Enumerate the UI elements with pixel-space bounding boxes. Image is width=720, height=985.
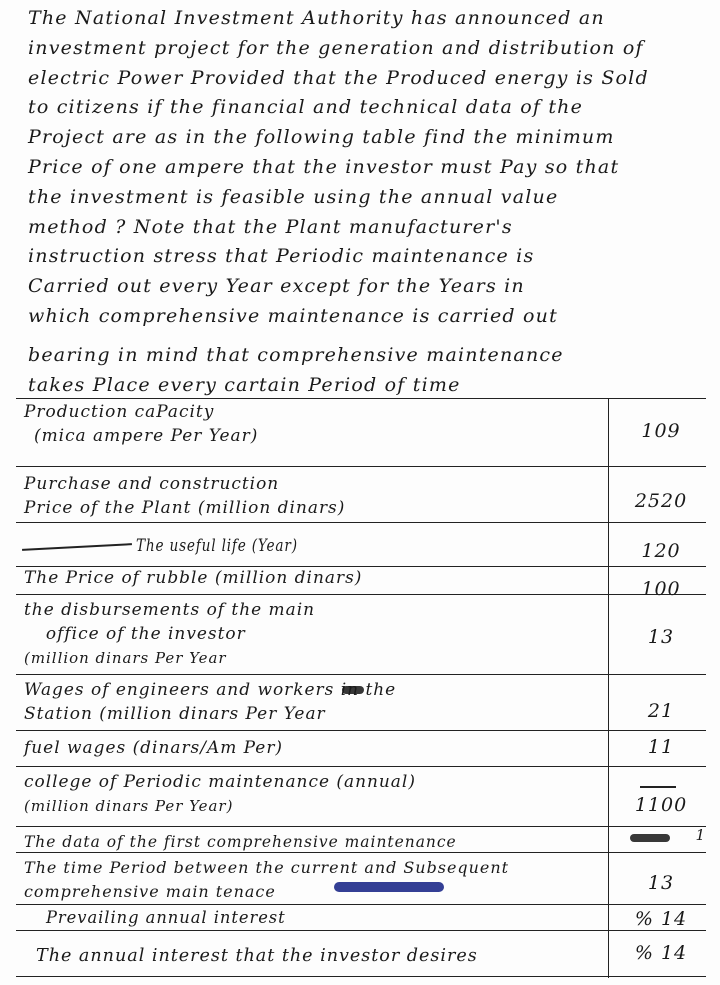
table-row [16,768,706,826]
row-value: 120 [641,540,681,562]
row-label-line: fuel wages (dinars/Am Per) [24,738,284,758]
table-row [16,676,706,730]
row-value: % 14 [634,942,688,964]
row-label [24,566,604,590]
row-value: 11 [647,736,675,758]
strikethrough-mark [22,543,132,551]
problem-line: investment project for the generation and distribution of [28,36,644,59]
row-rule [16,730,706,731]
row-label [24,856,604,904]
row-label-line: Station (million dinars Per Year [24,704,326,724]
row-label-line: comprehensive main tenace [24,882,276,901]
problem-line: bearing in mind that comprehensive maintenance [28,343,564,366]
row-label-line: (million dinars Per Year [24,649,227,667]
row-label-line: the disbursements of the main [24,600,316,620]
row-label [24,598,604,670]
row-label [24,678,604,726]
row-label-line: college of Periodic maintenance (annual) [24,772,416,792]
row-label-line: Prevailing annual interest [46,908,286,928]
row-label-line: Wages of engineers and workers in the [24,680,397,700]
problem-line: The National Investment Authority has announced an [28,7,605,29]
row-label-line: Purchase and construction [24,474,280,494]
table-row [16,854,706,904]
row-label-line: The data of the first comprehensive maintenance [24,833,457,851]
row-value: 100 [641,578,681,600]
row-value: % 14 [634,908,688,930]
row-rule [16,826,706,827]
table-row [16,532,706,566]
row-label-line: The Price of rubble (million dinars) [24,568,363,588]
row-label [24,770,604,818]
problem-statement [28,4,708,400]
row-label [24,472,604,520]
table-row [16,932,706,976]
row-label-line: The annual interest that the investor desires [36,945,478,966]
row-value: 13 [647,626,675,648]
row-value: 2520 [634,490,688,512]
problem-line: the investment is feasible using the annual value [28,185,559,208]
row-label-line: office of the investor [45,624,246,644]
row-label [24,400,604,448]
row-value: 109 [641,420,681,442]
row-rule [16,674,706,675]
problem-line: Price of one ampere that the investor must Pay so that [28,155,620,178]
row-label-line: (mica ampere Per Year) [33,426,259,446]
table-row [16,734,706,766]
row-value: 21 [647,700,675,722]
row-rule [16,466,706,467]
row-label-line: Price of the Plant (million dinars) [24,498,346,518]
problem-line: Carried out every Year except for the Years in [28,275,525,298]
table-row [16,828,706,852]
row-label [24,736,604,760]
data-table [16,398,706,978]
row-label-line: Production caPacity [24,402,215,422]
table-row [16,564,706,600]
row-label-line: (million dinars Per Year) [24,797,234,815]
problem-line: takes Place every cartain Period of time [28,373,461,396]
row-label [46,906,626,930]
row-value: 13 [647,872,675,894]
row-rule [16,766,706,767]
problem-line: which comprehensive maintenance is carried out [28,304,558,327]
row-value: 1 [695,826,706,844]
row-label [36,944,616,968]
problem-line: method ? Note that the Plant manufacturer's [28,215,513,238]
problem-line: to citizens if the financial and technical data of the [28,96,584,119]
problem-line: electric Power Provided that the Produced energy is Sold [28,66,649,89]
row-label-line: The time Period between the current and Subsequent [24,858,510,877]
table-row [16,904,706,930]
problem-line: Project are as in the following table find the minimum [28,126,615,149]
row-rule [16,930,706,931]
row-label-line: The useful life (Year) [136,536,298,556]
row-value: 1100 [634,794,688,816]
row-rule [16,522,706,523]
table-row [16,596,706,674]
problem-line: instruction stress that Periodic maintenance is [28,245,535,268]
strikethrough-mark [640,786,676,788]
table-row [16,398,706,466]
scribble-mark [334,882,444,892]
row-rule [16,976,706,977]
table-row [16,470,706,522]
row-label [24,830,604,854]
row-rule [16,594,706,595]
